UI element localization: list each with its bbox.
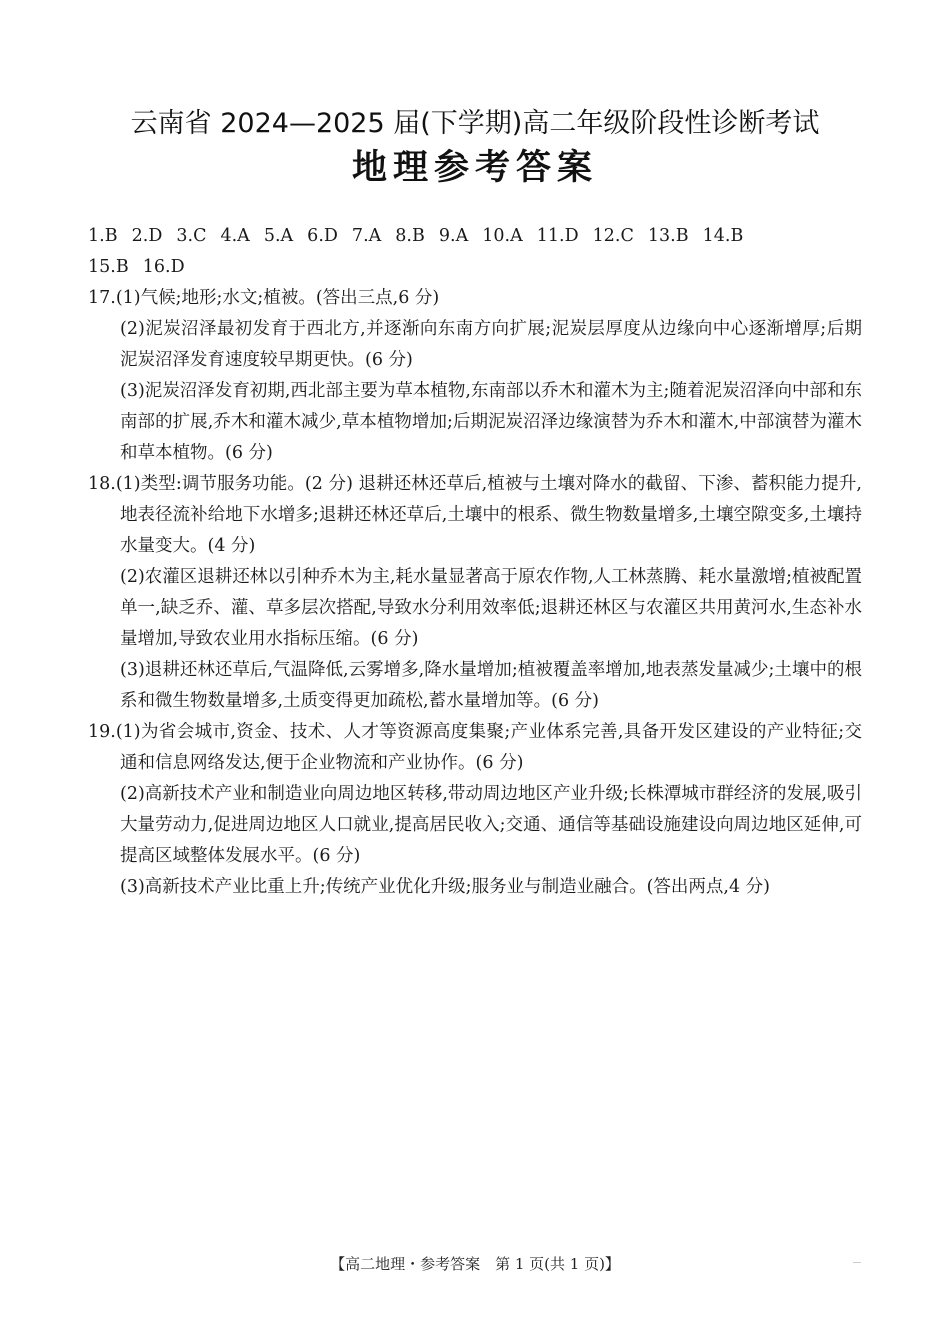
mc-answer: 15.B	[88, 257, 129, 277]
multiple-choice-answers	[88, 221, 862, 283]
question-19-part-2: (2)高新技术产业和制造业向周边地区转移,带动周边地区产业升级;长株潭城市群经济的发展,吸引大量劳动力,促进周边地区人口就业,提高居民收入;交通、通信等基础设施建设向周边地区延伸,可提高区域整体发展水平。(6 分)	[120, 784, 862, 866]
question-19-part-3: (3)高新技术产业比重上升;传统产业优化升级;服务业与制造业融合。(答出两点,4 分)	[120, 877, 770, 897]
question-17	[88, 283, 862, 469]
mc-answer: 16.D	[142, 257, 185, 277]
question-19	[88, 717, 862, 903]
document-title: 云南省 2024—2025 届(下学期)高二年级阶段性诊断考试	[130, 108, 820, 139]
mc-answer: 14.B	[702, 226, 744, 246]
mc-answer: 3.C	[176, 226, 207, 246]
question-18-part-1: 18.(1)类型:调节服务功能。(2 分) 退耕还林还草后,植被与土壤对降水的截留、下渗、蓄积能力提升,地表径流补给地下水增多;退耕还林还草后,土壤中的根系、微生物数量增多,土壤空隙变多,土壤持水量变大。(4 分)	[88, 474, 862, 556]
mc-answer: 1.B	[88, 226, 118, 246]
mc-answer: 13.B	[647, 226, 689, 246]
question-17-part-3: (3)泥炭沼泽发育初期,西北部主要为草本植物,东南部以乔木和灌木为主;随着泥炭沼泽向中部和东南部的扩展,乔木和灌木减少,草本植物增加;后期泥炭沼泽边缘演替为乔木和灌木,中部演替为灌木和草本植物。(6 分)	[120, 381, 862, 463]
corner-mark	[853, 1262, 861, 1263]
question-18-part-2: (2)农灌区退耕还林以引种乔木为主,耗水量显著高于原农作物,人工林蒸腾、耗水量激增;植被配置单一,缺乏乔、灌、草多层次搭配,导致水分利用效率低;退耕还林区与农灌区共用黄河水,生态补水量增加,导致农业用水指标压缩。(6 分)	[120, 567, 862, 649]
question-17-part-2: (2)泥炭沼泽最初发育于西北方,并逐渐向东南方向扩展;泥炭层厚度从边缘向中心逐渐增厚;后期泥炭沼泽发育速度较早期更快。(6 分)	[120, 319, 862, 370]
mc-answer: 8.B	[395, 226, 425, 246]
question-19-part-1: 19.(1)为省会城市,资金、技术、人才等资源高度集聚;产业体系完善,具备开发区建设的产业特征;交通和信息网络发达,便于企业物流和产业协作。(6 分)	[88, 722, 862, 773]
question-18	[88, 469, 862, 717]
question-number: 17.	[88, 288, 116, 308]
question-number: 19.	[88, 722, 116, 742]
mc-answer: 10.A	[482, 226, 523, 246]
mc-row-2	[88, 252, 862, 283]
mc-answer: 7.A	[351, 226, 382, 246]
mc-answer: 2.D	[131, 226, 163, 246]
mc-answer: 11.D	[536, 226, 579, 246]
mc-answer: 6.D	[307, 226, 338, 246]
question-18-part-3: (3)退耕还林还草后,气温降低,云雾增多,降水量增加;植被覆盖率增加,地表蒸发量减少;土壤中的根系和微生物数量增多,土质变得更加疏松,蓄水量增加等。(6 分)	[120, 660, 862, 711]
mc-answer: 4.A	[220, 226, 250, 246]
document-subtitle: 地理参考答案	[351, 148, 598, 188]
answer-content	[88, 221, 862, 903]
mc-answer: 12.C	[592, 226, 634, 246]
question-17-part-1: 17.(1)气候;地形;水文;植被。(答出三点,6 分)	[88, 288, 440, 308]
mc-answer: 5.A	[263, 226, 294, 246]
page-footer: 【高二地理・参考答案 第 1 页(共 1 页)】	[330, 1255, 620, 1273]
mc-answer: 9.A	[438, 226, 469, 246]
question-number: 18.	[88, 474, 116, 494]
mc-row-1	[88, 221, 862, 252]
